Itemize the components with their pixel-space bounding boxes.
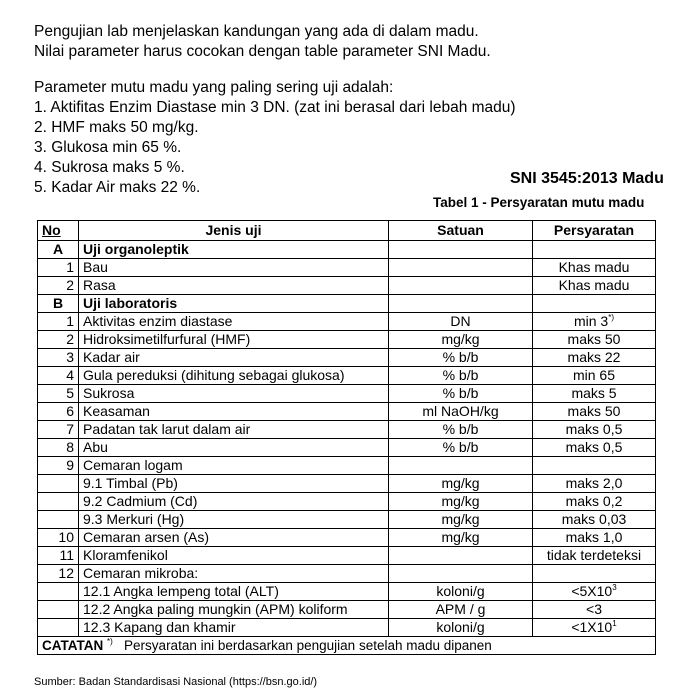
spacer [34, 62, 516, 78]
requirement-value: min 65 [572, 367, 616, 383]
row-test-name: 9.3 Merkuri (Hg) [79, 511, 389, 529]
row-unit: % b/b [389, 367, 533, 385]
row-test-name: Aktivitas enzim diastase [79, 313, 389, 331]
row-unit: DN [389, 313, 533, 331]
row-unit: % b/b [389, 385, 533, 403]
row-number: 3 [38, 349, 79, 367]
table-row [38, 259, 656, 277]
row-unit: APM / g [389, 601, 533, 619]
row-requirement [533, 367, 656, 385]
row-requirement [533, 457, 656, 475]
row-requirement [533, 529, 656, 547]
row-requirement [533, 313, 656, 331]
catatan-cell [38, 637, 656, 655]
row-test-name: 12.2 Angka paling mungkin (APM) koliform [79, 601, 389, 619]
row-number: 7 [38, 421, 79, 439]
requirements-table [37, 220, 656, 655]
section-title: Uji organoleptik [79, 241, 389, 259]
row-requirement [533, 421, 656, 439]
row-unit: % b/b [389, 421, 533, 439]
row-number: 10 [38, 529, 79, 547]
intro-line-1: Pengujian lab menjelaskan kandungan yang ada di dalam madu. [34, 23, 479, 40]
row-number: 2 [38, 277, 79, 295]
row-test-name: Hidroksimetilfurfural (HMF) [79, 331, 389, 349]
requirement-value: <3 [586, 601, 602, 617]
row-number [38, 475, 79, 493]
section-letter: B [38, 295, 79, 313]
table-row [38, 511, 656, 529]
row-unit: mg/kg [389, 529, 533, 547]
table-row [38, 475, 656, 493]
row-unit [389, 457, 533, 475]
requirement-value: maks 2,0 [565, 475, 623, 491]
header-jenis-uji: Jenis uji [79, 221, 389, 241]
table-row [38, 313, 656, 331]
requirement-value: min 3 [573, 313, 609, 329]
row-number: 5 [38, 385, 79, 403]
row-unit [389, 259, 533, 277]
table-row [38, 349, 656, 367]
table-title: Tabel 1 - Persyaratan mutu madu [433, 195, 645, 210]
table-row [38, 403, 656, 421]
intro-text [34, 22, 516, 198]
params-item: 2. HMF maks 50 mg/kg. [34, 119, 199, 136]
row-number: 12 [38, 565, 79, 583]
catatan-text: Persyaratan ini berdasarkan pengujian setelah madu dipanen [124, 638, 492, 653]
table-header-row [38, 221, 656, 241]
row-test-name: 9.2 Cadmium (Cd) [79, 493, 389, 511]
row-requirement [533, 385, 656, 403]
row-number [38, 619, 79, 637]
table-row [38, 385, 656, 403]
row-number: 2 [38, 331, 79, 349]
row-unit: mg/kg [389, 511, 533, 529]
row-unit: mg/kg [389, 475, 533, 493]
requirement-superscript: 1 [612, 619, 617, 628]
row-requirement [533, 439, 656, 457]
table-row [38, 529, 656, 547]
row-test-name: Rasa [79, 277, 389, 295]
section-letter: A [38, 241, 79, 259]
row-number: 8 [38, 439, 79, 457]
row-requirement [533, 259, 656, 277]
section-row-b [38, 295, 656, 313]
table-row [38, 547, 656, 565]
params-heading: Parameter mutu madu yang paling sering uji adalah: [34, 79, 394, 96]
row-test-name: Bau [79, 259, 389, 277]
header-no: No [38, 221, 79, 241]
row-unit: ml NaOH/kg [389, 403, 533, 421]
requirement-value: maks 0,03 [561, 511, 627, 527]
row-test-name: Cemaran arsen (As) [79, 529, 389, 547]
requirement-value: maks 0,5 [565, 439, 623, 455]
requirement-value: maks 5 [571, 385, 617, 401]
row-number: 11 [38, 547, 79, 565]
row-requirement [533, 547, 656, 565]
row-requirement [533, 403, 656, 421]
row-test-name: Cemaran logam [79, 457, 389, 475]
row-requirement [533, 511, 656, 529]
row-requirement [533, 619, 656, 637]
table-row [38, 493, 656, 511]
empty-cell [533, 295, 656, 313]
row-unit: koloni/g [389, 619, 533, 637]
header-satuan: Satuan [389, 221, 533, 241]
row-number: 9 [38, 457, 79, 475]
requirement-superscript: 3 [612, 583, 617, 592]
table-row [38, 565, 656, 583]
catatan-row [38, 637, 656, 655]
catatan-label: CATATAN [42, 638, 104, 653]
table-row [38, 331, 656, 349]
row-number [38, 511, 79, 529]
row-number: 6 [38, 403, 79, 421]
params-item: 4. Sukrosa maks 5 %. [34, 159, 185, 176]
row-requirement [533, 493, 656, 511]
params-item: 3. Glukosa min 65 %. [34, 139, 182, 156]
row-requirement [533, 583, 656, 601]
row-test-name: 9.1 Timbal (Pb) [79, 475, 389, 493]
row-number [38, 493, 79, 511]
requirement-value: Khas madu [558, 277, 630, 293]
standard-code: SNI 3545:2013 Madu [510, 170, 664, 187]
row-test-name: Padatan tak larut dalam air [79, 421, 389, 439]
row-test-name: Kadar air [79, 349, 389, 367]
row-test-name: 12.3 Kapang dan khamir [79, 619, 389, 637]
row-requirement [533, 349, 656, 367]
requirement-value: <5X10 [571, 583, 613, 599]
row-unit: koloni/g [389, 583, 533, 601]
row-unit: mg/kg [389, 493, 533, 511]
requirement-value: tidak terdeteksi [546, 547, 642, 563]
section-row-a [38, 241, 656, 259]
table-row [38, 277, 656, 295]
table-row [38, 439, 656, 457]
row-test-name: Abu [79, 439, 389, 457]
requirement-value: maks 50 [567, 403, 621, 419]
row-number: 4 [38, 367, 79, 385]
row-requirement [533, 475, 656, 493]
empty-cell [533, 241, 656, 259]
requirement-value: maks 50 [567, 331, 621, 347]
row-unit: % b/b [389, 349, 533, 367]
requirement-value: maks 0,2 [565, 493, 623, 509]
requirement-superscript: *) [608, 313, 614, 322]
row-test-name: Keasaman [79, 403, 389, 421]
row-test-name: Kloramfenikol [79, 547, 389, 565]
row-requirement [533, 277, 656, 295]
row-unit [389, 277, 533, 295]
table-row [38, 367, 656, 385]
catatan-sup: *) [107, 637, 113, 646]
table-row [38, 457, 656, 475]
row-requirement [533, 331, 656, 349]
table-row [38, 421, 656, 439]
row-unit: % b/b [389, 439, 533, 457]
requirement-value: maks 0,5 [565, 421, 623, 437]
requirement-value: maks 1,0 [565, 529, 623, 545]
source-credit: Sumber: Badan Standardisasi Nasional (https://bsn.go.id/) [34, 676, 318, 688]
row-unit [389, 547, 533, 565]
row-unit: mg/kg [389, 331, 533, 349]
row-unit [389, 565, 533, 583]
requirement-value: <1X10 [571, 619, 613, 635]
row-requirement [533, 601, 656, 619]
table-row [38, 619, 656, 637]
requirement-value: maks 22 [567, 349, 621, 365]
row-test-name: Sukrosa [79, 385, 389, 403]
requirement-value: Khas madu [558, 259, 630, 275]
row-number [38, 583, 79, 601]
row-test-name: Cemaran mikroba: [79, 565, 389, 583]
row-test-name: Gula pereduksi (dihitung sebagai glukosa) [79, 367, 389, 385]
row-test-name: 12.1 Angka lempeng total (ALT) [79, 583, 389, 601]
row-number: 1 [38, 259, 79, 277]
table-row [38, 583, 656, 601]
intro-line-2: Nilai parameter harus cocokan dengan table parameter SNI Madu. [34, 43, 491, 60]
params-item: 1. Aktifitas Enzim Diastase min 3 DN. (zat ini berasal dari lebah madu) [34, 99, 516, 116]
table-row [38, 601, 656, 619]
row-number [38, 601, 79, 619]
row-number: 1 [38, 313, 79, 331]
params-list [34, 98, 516, 198]
params-item: 5. Kadar Air maks 22 %. [34, 179, 201, 196]
header-persyaratan: Persyaratan [533, 221, 656, 241]
empty-cell [389, 295, 533, 313]
section-title: Uji laboratoris [79, 295, 389, 313]
empty-cell [389, 241, 533, 259]
row-requirement [533, 565, 656, 583]
